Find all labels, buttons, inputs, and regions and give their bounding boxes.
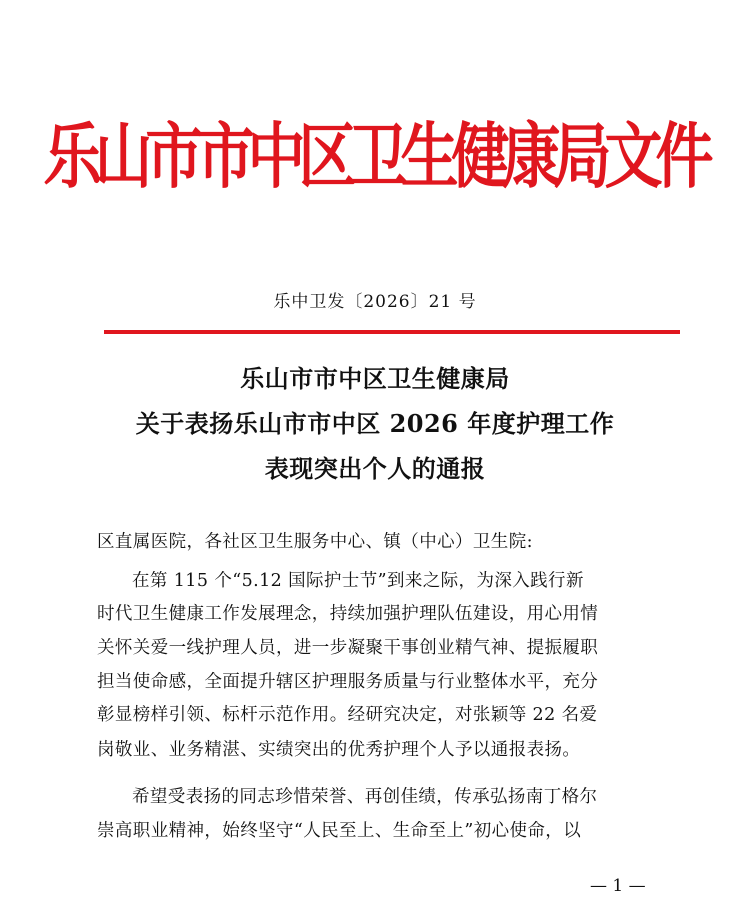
paragraph-1-line-6: 岗敬业、业务精湛、实绩突出的优秀护理个人予以通报表扬。 [97, 740, 581, 760]
red-divider-line [104, 330, 680, 334]
paragraph-1-line-1: 在第 115 个“5.12 国际护士节”到来之际，为深入践行新 [132, 571, 584, 591]
title-line-2: 关于表扬乐山市市中区 2026 年度护理工作 [135, 409, 615, 438]
paragraph-1-line-2: 时代卫生健康工作发展理念，持续加强护理队伍建设，用心用情 [97, 604, 599, 624]
paragraph-1-line-5: 彰显榜样引领、标杆示范作用。经研究决定，对张颖等 22 名爱 [97, 705, 598, 725]
paragraph-1-line-4: 担当使命感，全面提升辖区护理服务质量与行业整体水平，充分 [97, 672, 599, 692]
document-number: 乐中卫发〔2026〕21 号 [273, 292, 477, 312]
masthead-title: 乐山市市中区卫生健康局文件 [43, 115, 707, 199]
paragraph-2-line-1: 希望受表扬的同志珍惜荣誉、再创佳绩，传承弘扬南丁格尔 [132, 787, 598, 807]
title-line-3: 表现突出个人的通报 [264, 454, 486, 483]
paragraph-2-line-2: 崇高职业精神，始终坚守“人民至上、生命至上”初心使命，以 [97, 821, 582, 841]
title-line-1: 乐山市市中区卫生健康局 [240, 364, 510, 393]
salutation: 区直属医院，各社区卫生服务中心、镇（中心）卫生院: [97, 532, 533, 552]
paragraph-1-line-3: 关怀关爱一线护理人员，进一步凝聚干事创业精气神、提振履职 [97, 638, 599, 658]
page-number: — 1 — [590, 876, 646, 896]
document-title [0, 356, 750, 491]
